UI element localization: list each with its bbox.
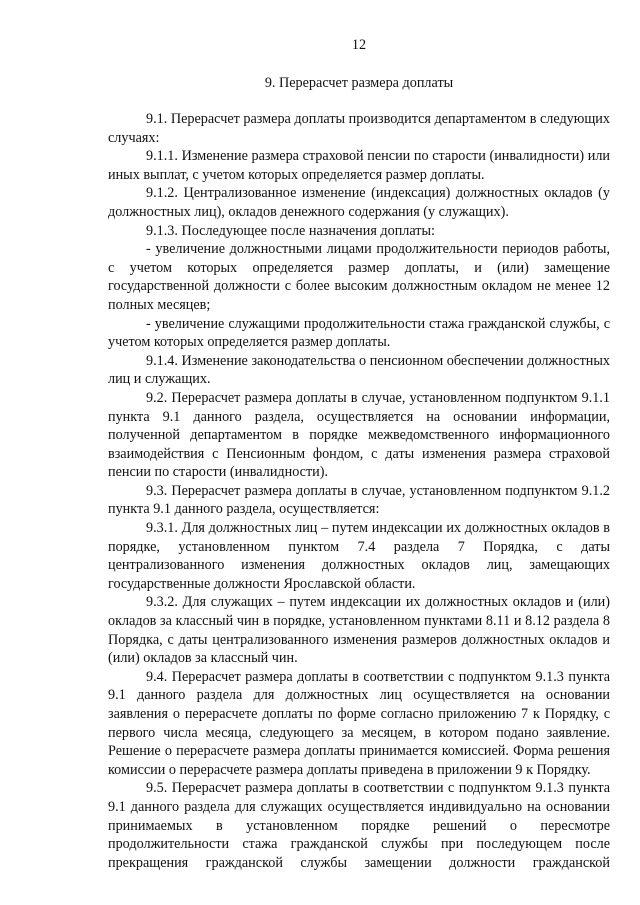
paragraph-9-3-2: 9.3.2. Для служащих – путем индексации их должностных окладов и (или) окладов за классный чин в порядке, установленном пунктами 8.11 и 8.12 раздела 8 Порядка, с даты централизованного изменения размеров должностных окладов и (или) окладов за классный чин. xyxy=(108,594,610,667)
paragraph-bullet-1: - увеличение должностными лицами продолжительности периодов работы, с учетом которых определяется размер доплаты, и (или) замещение государственной должности с более высоким должностным окладом не менее 12 полных месяцев; xyxy=(108,241,610,313)
paragraph-9-3: 9.3. Перерасчет размера доплаты в случае, установленном подпунктом 9.1.2 пункта 9.1 данного раздела, осуществляется: xyxy=(108,482,610,518)
paragraph-9-3-1: 9.3.1. Для должностных лиц – путем индексации их должностных окладов в порядке, установленном пунктом 7.4 раздела 7 Порядка, с даты централизованного изменения должностных окладов лиц, замещающих государственные должности Ярославской области. xyxy=(108,520,610,592)
paragraph-9-5: 9.5. Перерасчет размера доплаты в соответствии с подпунктом 9.1.3 пункта 9.1 данного раздела для служащих осуществляется индивидуально на основании принимаемых в установленном порядке решений о пересмотре продолжительности стажа гражданской службы при последующем после прекращения гражданской службы замещении должности гражданской xyxy=(108,780,610,871)
page-number: 12 xyxy=(351,37,367,53)
paragraph-9-2: 9.2. Перерасчет размера доплаты в случае, установленном подпунктом 9.1.1 пункта 9.1 данного раздела, осуществляется на основании информации, полученной департаментом в порядке межведомственного информационного взаимодействия с Пенсионным фондом, с даты изменения размера страховой пенсии по старости (инвалидности). xyxy=(108,389,610,481)
paragraph-9-4: 9.4. Перерасчет размера доплаты в соответствии с подпунктом 9.1.3 пункта 9.1 данного раздела для должностных лиц осуществляется на основании заявления о перерасчете доплаты по форме согласно приложению 7 к Порядку, с первого числа месяца, следующего за месяцем, в котором подано заявление. Решение о перерасчете размера доплаты принимается комиссией. Форма решения комиссии о перерасчете размера доплаты приведена в приложении 9 к Порядку. xyxy=(108,668,610,778)
paragraph-bullet-2: - увеличение служащими продолжительности стажа гражданской службы, с учетом которых определяется размер доплаты. xyxy=(108,315,610,351)
paragraph-9-1-1: 9.1.1. Изменение размера страховой пенсии по старости (инвалидности) или иных выплат, с учетом которых определяется размер доплаты. xyxy=(108,148,610,183)
body-text xyxy=(108,110,610,872)
paragraph-9-1-4: 9.1.4. Изменение законодательства о пенсионном обеспечении должностных лиц и служащих. xyxy=(108,352,610,388)
paragraph-9-1: 9.1. Перерасчет размера доплаты производится департаментом в следующих случаях: xyxy=(108,111,610,146)
section-title: 9. Перерасчет размера доплаты xyxy=(264,75,454,91)
paragraph-9-1-2: 9.1.2. Централизованное изменение (индексация) должностных окладов (у должностных лиц), окладов денежного содержания (у служащих). xyxy=(108,185,610,220)
paragraph-9-1-3: 9.1.3. Последующее после назначения доплаты: xyxy=(146,222,435,239)
